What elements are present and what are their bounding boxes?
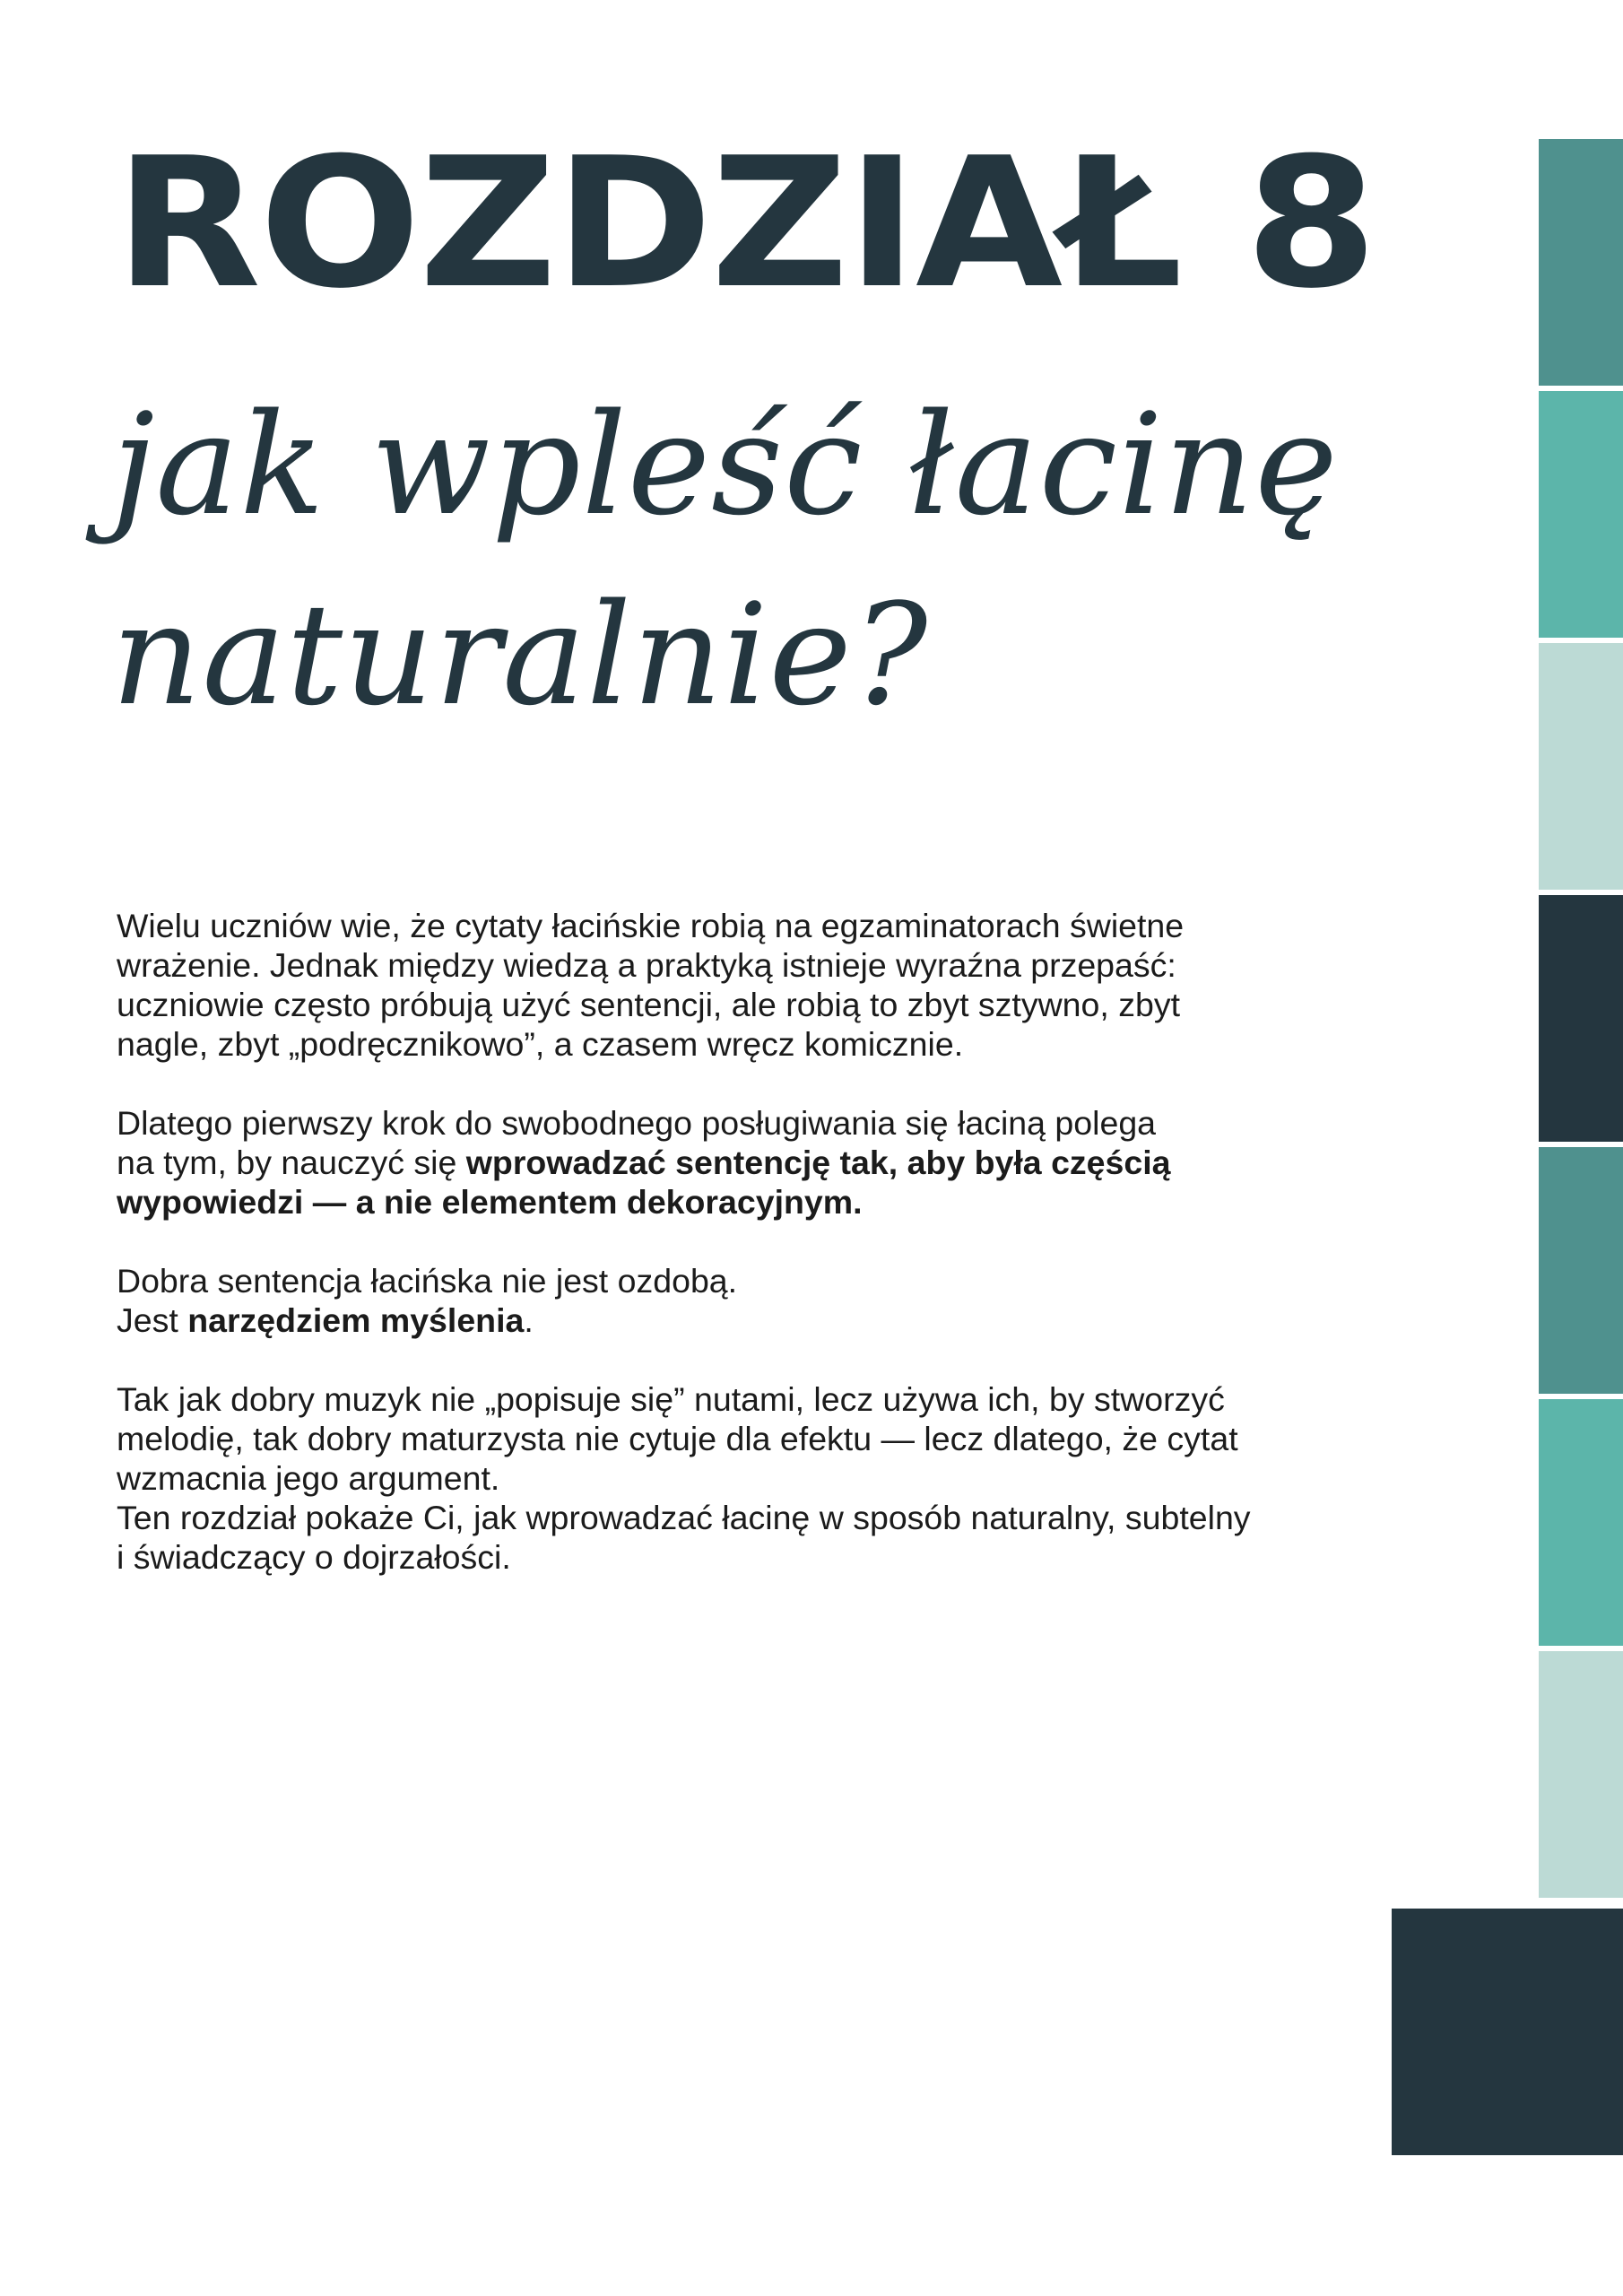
subtitle-line-2: naturalnie? bbox=[111, 573, 929, 736]
paragraph-line: Tak jak dobry muzyk nie „popisuje się” nutami, lecz używa ich, by stworzyć bbox=[117, 1380, 1225, 1418]
text-emphasis: wprowadzać sentencję tak, aby była częścią bbox=[465, 1144, 1171, 1181]
side-tab-teal-dark bbox=[1539, 1147, 1623, 1394]
text-emphasis: narzędziem myślenia bbox=[187, 1301, 525, 1339]
corner-decoration-block bbox=[1392, 1909, 1623, 2155]
text-normal: . bbox=[524, 1301, 534, 1339]
side-tab-dark bbox=[1539, 895, 1623, 1142]
side-tab-teal-dark bbox=[1539, 139, 1623, 386]
side-tab-teal-mid bbox=[1539, 1399, 1623, 1646]
subtitle-line-1: jak wpleść łacinę bbox=[111, 383, 1339, 546]
paragraph-3 bbox=[117, 1261, 1390, 1340]
side-tab-teal-light bbox=[1539, 1651, 1623, 1898]
paragraph-4 bbox=[117, 1379, 1390, 1577]
paragraph-line bbox=[117, 1143, 1390, 1182]
paragraph-2 bbox=[117, 1103, 1390, 1222]
paragraph-1 bbox=[117, 906, 1390, 1064]
paragraph-line: Wielu uczniów wie, że cytaty łacińskie robią na egzaminatorach świetne bbox=[117, 907, 1185, 944]
chapter-title: ROZDZIAŁ 8 bbox=[115, 119, 1376, 328]
paragraph-line: Dlatego pierwszy krok do swobodnego posługiwania się łaciną polega bbox=[117, 1104, 1157, 1142]
chapter-intro-text bbox=[117, 906, 1390, 1616]
paragraph-line: wrażenie. Jednak między wiedzą a praktyką istnieje wyraźna przepaść: bbox=[117, 946, 1176, 984]
side-tab-teal-light bbox=[1539, 643, 1623, 890]
paragraph-line: i świadczący o dojrzałości. bbox=[117, 1538, 511, 1576]
paragraph-line: wzmacnia jego argument. bbox=[117, 1459, 500, 1497]
paragraph-line: melodię, tak dobry maturzysta nie cytuje dla efektu — lecz dlatego, że cytat bbox=[117, 1420, 1238, 1457]
paragraph-line: nagle, zbyt „podręcznikowo”, a czasem wręcz komicznie. bbox=[117, 1025, 964, 1063]
paragraph-line: Dobra sentencja łacińska nie jest ozdobą. bbox=[117, 1262, 738, 1300]
paragraph-line: uczniowie często próbują użyć sentencji, ale robią to zbyt sztywno, zbyt bbox=[117, 986, 1180, 1023]
text-emphasis: wypowiedzi — a nie elementem dekoracyjnym. bbox=[117, 1183, 863, 1221]
paragraph-line bbox=[117, 1300, 1390, 1340]
chapter-subtitle bbox=[111, 370, 1456, 750]
side-tab-teal-mid bbox=[1539, 391, 1623, 638]
paragraph-line bbox=[117, 1182, 1390, 1222]
paragraph-line: Ten rozdział pokaże Ci, jak wprowadzać łacinę w sposób naturalny, subtelny bbox=[117, 1499, 1251, 1536]
text-normal: na tym, by nauczyć się bbox=[117, 1144, 466, 1181]
text-normal: Jest bbox=[117, 1301, 188, 1339]
